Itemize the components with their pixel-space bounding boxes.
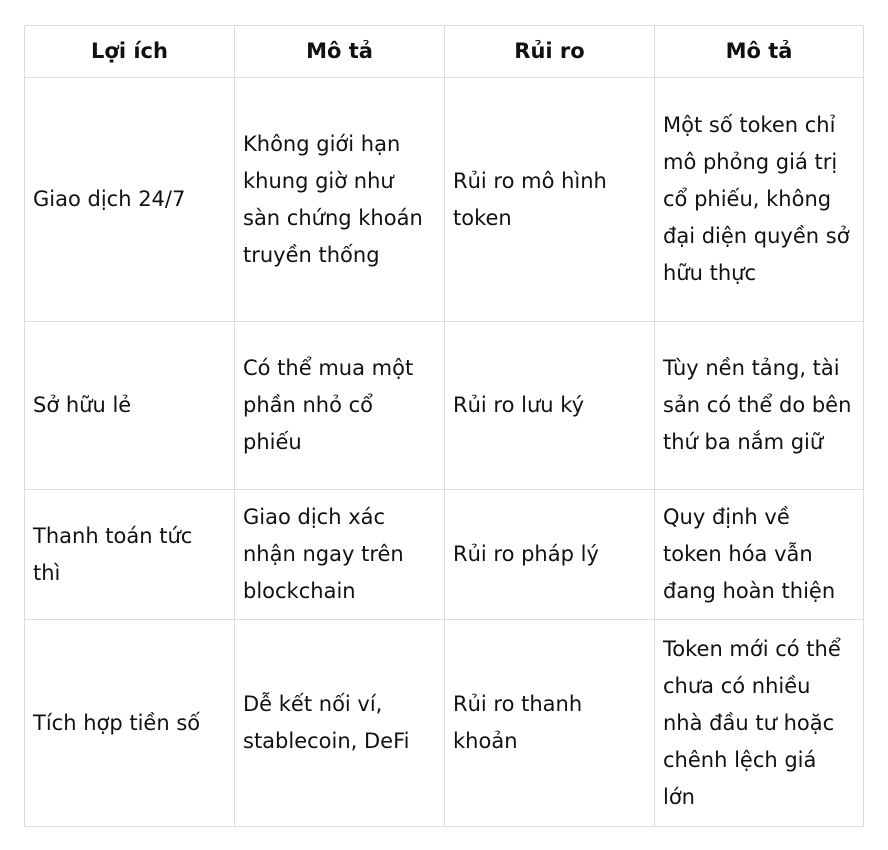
header-benefit-description: Mô tả [235, 26, 445, 78]
risk-cell: Rủi ro pháp lý [445, 490, 655, 620]
table-row [25, 620, 864, 827]
benefit-description-cell: Có thể mua một phần nhỏ cổ phiếu [235, 322, 445, 490]
header-risk: Rủi ro [445, 26, 655, 78]
benefit-description-cell: Dễ kết nối ví, stablecoin, DeFi [235, 620, 445, 827]
header-benefit: Lợi ích [25, 26, 235, 78]
risk-description-cell: Tùy nền tảng, tài sản có thể do bên thứ ba nắm giữ [655, 322, 864, 490]
risk-description-cell: Token mới có thể chưa có nhiều nhà đầu tư hoặc chênh lệch giá lớn [655, 620, 864, 827]
benefit-description-cell: Giao dịch xác nhận ngay trên blockchain [235, 490, 445, 620]
table-row [25, 78, 864, 322]
table-header-row [25, 26, 864, 78]
benefit-cell: Sở hữu lẻ [25, 322, 235, 490]
benefit-description-cell: Không giới hạn khung giờ như sàn chứng khoán truyền thống [235, 78, 445, 322]
header-risk-description: Mô tả [655, 26, 864, 78]
risk-description-cell: Một số token chỉ mô phỏng giá trị cổ phiếu, không đại diện quyền sở hữu thực [655, 78, 864, 322]
risk-cell: Rủi ro mô hình token [445, 78, 655, 322]
table-row [25, 490, 864, 620]
table-row [25, 322, 864, 490]
risk-cell: Rủi ro lưu ký [445, 322, 655, 490]
benefit-cell: Thanh toán tức thì [25, 490, 235, 620]
benefit-cell: Tích hợp tiền số [25, 620, 235, 827]
benefit-cell: Giao dịch 24/7 [25, 78, 235, 322]
comparison-table-wrapper [24, 25, 864, 827]
risk-cell: Rủi ro thanh khoản [445, 620, 655, 827]
benefits-risks-table [24, 25, 864, 827]
risk-description-cell: Quy định về token hóa vẫn đang hoàn thiện [655, 490, 864, 620]
